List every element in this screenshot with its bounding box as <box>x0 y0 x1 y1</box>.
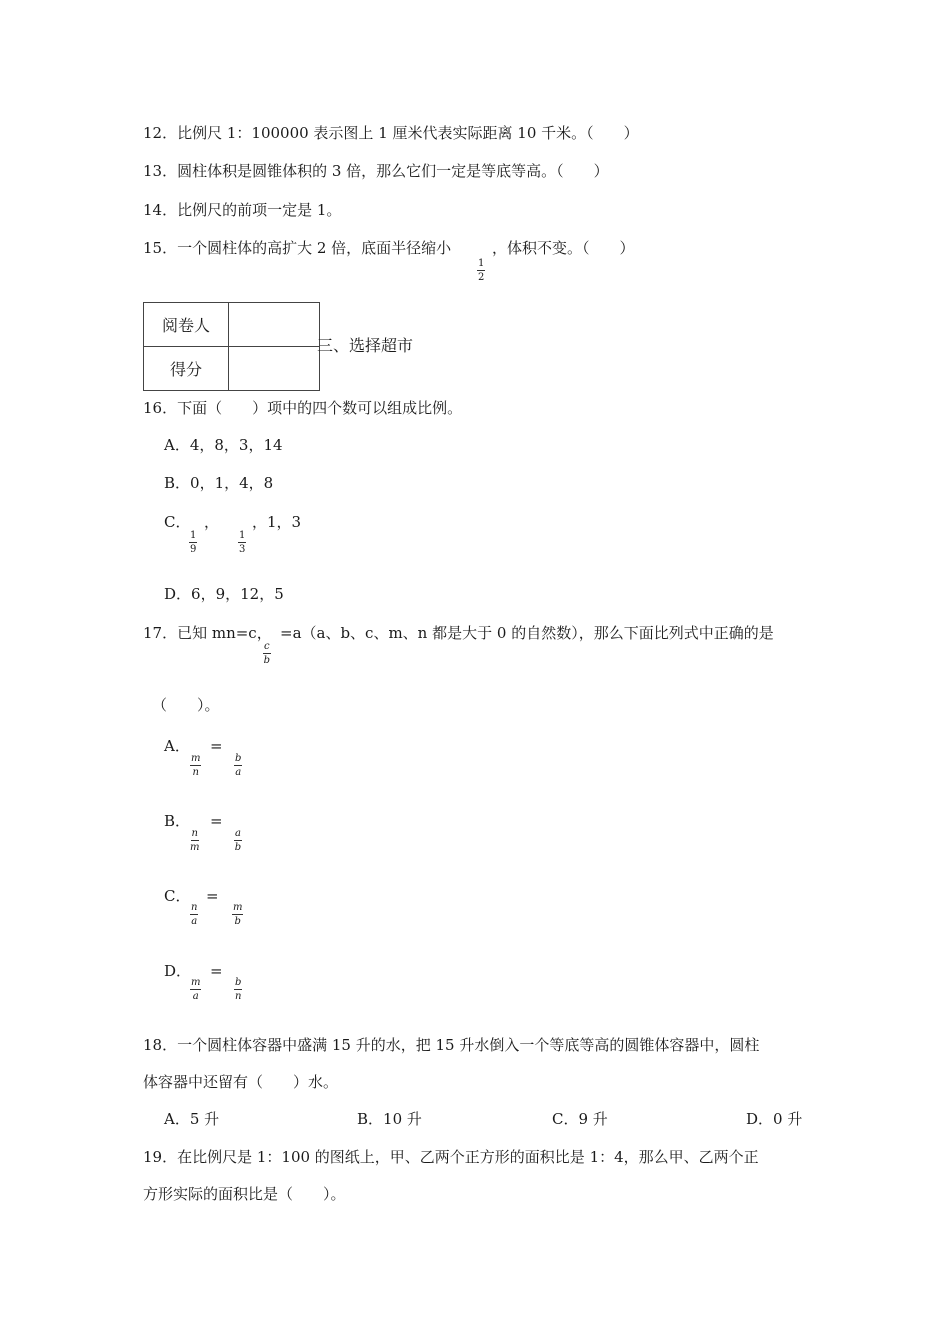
reviewer-label: 阅卷人 <box>144 303 229 347</box>
q17-option-b-label: B． <box>164 812 191 830</box>
q16-option-c-label: C． <box>164 513 191 531</box>
q17-option-d-fraction-right <box>234 977 242 1002</box>
fraction-denominator: 9 <box>190 544 197 555</box>
fraction-numerator: 1 <box>478 258 485 269</box>
fraction-denominator: a <box>235 767 242 778</box>
q17-option-c-fraction-left <box>190 902 198 927</box>
q18-option-c: C．9 升 <box>552 1110 608 1128</box>
fraction-denominator: a <box>191 916 198 927</box>
q17-option-b-fraction-left <box>190 828 199 853</box>
q16-option-a: A．4，8，3，14 <box>164 436 283 454</box>
question-17-stem: 17．已知 mn=c， <box>143 624 272 642</box>
fraction-numerator: 1 <box>239 530 246 541</box>
fraction-denominator: 2 <box>478 272 485 283</box>
question-18-line-2: 体容器中还留有（ ）水。 <box>143 1073 339 1091</box>
fraction-denominator: 3 <box>239 544 246 555</box>
question-16-stem: 16．下面（ ）项中的四个数可以组成比例。 <box>143 399 463 417</box>
fraction-numerator: m <box>233 902 243 913</box>
fraction-denominator: b <box>234 916 241 927</box>
fraction-numerator: b <box>235 753 242 764</box>
question-15-stem: 15．一个圆柱体的高扩大 2 倍，底面半径缩小 <box>143 239 452 257</box>
fraction-denominator: b <box>234 842 242 853</box>
q17-option-c-label: C． <box>164 887 191 905</box>
question-17-tail: =a（a、b、c、m、n 都是大于 0 的自然数），那么下面比列式中正确的是 <box>280 624 774 642</box>
fraction-numerator: 1 <box>190 530 197 541</box>
fraction-numerator: b <box>235 977 242 988</box>
q16-option-c-separator: ， <box>204 513 220 531</box>
q17-option-c-fraction-right <box>232 902 243 927</box>
section-title: 三、选择超市 <box>317 336 414 355</box>
equals-sign: = <box>210 962 223 980</box>
fraction-numerator: m <box>191 753 201 764</box>
equals-sign: = <box>206 887 219 905</box>
q18-option-a: A．5 升 <box>164 1110 220 1128</box>
question-13: 13．圆柱体积是圆锥体积的 3 倍，那么它们一定是等底等高。（ ） <box>143 162 609 180</box>
fraction-denominator: n <box>234 991 242 1002</box>
q16-option-c-fraction-2 <box>238 530 246 555</box>
q17-option-a-fraction-right <box>234 753 242 778</box>
fraction-numerator: n <box>191 828 198 839</box>
question-15-tail: ，体积不变。（ ） <box>492 239 635 257</box>
question-17-blank: （ ）。 <box>152 696 220 714</box>
q17-option-d-fraction-left <box>190 977 201 1002</box>
q16-option-b: B．0，1，4，8 <box>164 474 274 492</box>
score-label: 得分 <box>144 347 229 391</box>
q16-option-c-fraction-1 <box>189 530 197 555</box>
question-15-fraction <box>477 258 485 283</box>
question-19-line-2: 方形实际的面积比是（ ）。 <box>143 1185 346 1203</box>
q17-option-d-label: D． <box>164 962 192 980</box>
equals-sign: = <box>210 812 223 830</box>
q17-option-a-label: A． <box>164 737 190 755</box>
reviewer-cell <box>229 303 320 347</box>
q16-option-c-rest: ，1，3 <box>252 513 302 531</box>
fraction-numerator: c <box>264 641 270 652</box>
fraction-denominator: m <box>190 842 200 853</box>
fraction-numerator: m <box>191 977 201 988</box>
q17-option-b-fraction-right <box>234 828 242 853</box>
fraction-denominator: a <box>192 991 199 1002</box>
fraction-numerator: a <box>235 828 241 839</box>
q16-option-d: D．6，9，12，5 <box>164 585 284 603</box>
q18-option-b: B．10 升 <box>357 1110 422 1128</box>
q17-option-a-fraction-left <box>190 753 201 778</box>
fraction-numerator: n <box>191 902 198 913</box>
question-19-line-1: 19．在比例尺是 1：100 的图纸上，甲、乙两个正方形的面积比是 1：4，那么甲、乙两个正 <box>143 1148 759 1166</box>
question-12: 12．比例尺 1：100000 表示图上 1 厘米代表实际距离 10 千米。（ ） <box>143 124 639 142</box>
q18-option-d: D．0 升 <box>746 1110 803 1128</box>
grader-table <box>143 302 320 391</box>
score-cell <box>229 347 320 391</box>
question-18-line-1: 18．一个圆柱体容器中盛满 15 升的水，把 15 升水倒入一个等底等高的圆锥体容器中，圆柱 <box>143 1036 760 1054</box>
question-14: 14．比例尺的前项一定是 1。 <box>143 201 342 219</box>
question-17-fraction <box>263 641 271 666</box>
fraction-denominator: n <box>192 767 199 778</box>
equals-sign: = <box>210 737 223 755</box>
fraction-denominator: b <box>263 655 270 666</box>
